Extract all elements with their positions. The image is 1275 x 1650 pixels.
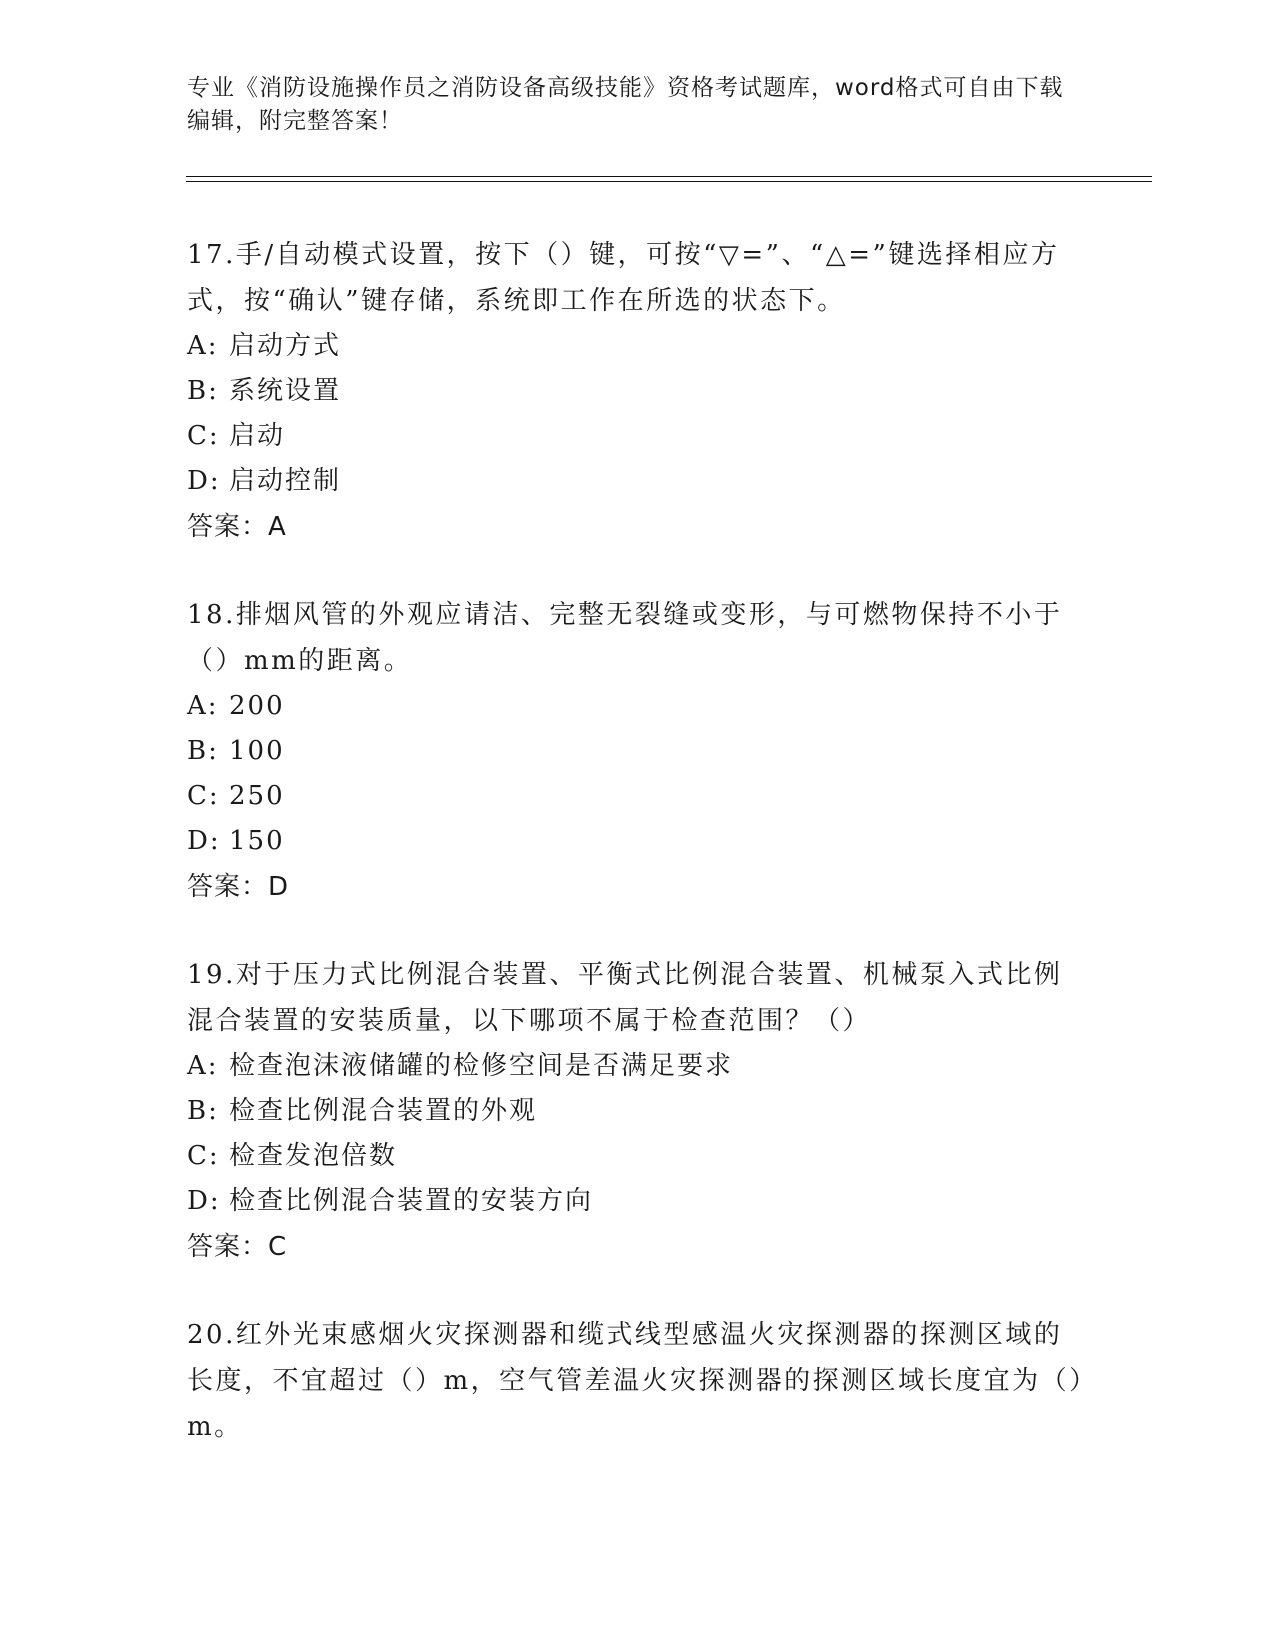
option-a (187, 324, 1087, 369)
option-b (187, 729, 1087, 774)
option-d (187, 1179, 1087, 1224)
option-c (187, 774, 1087, 819)
header-divider-top (186, 176, 1152, 177)
option-text: 检查比例混合装置的安装方向 (229, 1186, 594, 1216)
option-d (187, 459, 1087, 504)
option-key: C: (187, 781, 220, 811)
option-key: D: (187, 826, 221, 856)
option-text: 100 (229, 736, 285, 766)
option-c (187, 1134, 1087, 1179)
option-a (187, 684, 1087, 729)
option-text: 150 (229, 826, 285, 856)
question-stem: 18.排烟风管的外观应请洁、完整无裂缝或变形，与可燃物保持不小于（）mm的距离。 (187, 600, 1063, 676)
option-key: B: (187, 736, 219, 766)
question-18 (187, 592, 1087, 910)
option-key: A: (187, 331, 219, 361)
header-divider-bottom (186, 181, 1152, 182)
question-stem: 17.手/自动模式设置，按下（）键，可按“▽=”、“△=”键选择相应方式，按“确认”键存储，系统即工作在所选的状态下。 (187, 240, 1060, 316)
option-c (187, 414, 1087, 459)
option-d (187, 819, 1087, 864)
option-text: 启动方式 (229, 331, 342, 361)
header-text-part2: 格式可自由下载编辑，附完整答案！ (187, 75, 1064, 134)
option-a (187, 1044, 1087, 1089)
question-stem: 20.红外光束感烟火灾探测器和缆式线型感温火灾探测器的探测区域的长度，不宜超过（）m，空气管差温火灾探测器的探测区域长度宜为（）m。 (187, 1320, 1085, 1442)
option-key: C: (187, 1141, 220, 1171)
option-key: B: (187, 376, 219, 406)
option-key: D: (187, 466, 221, 496)
answer-line: 答案：A (187, 512, 287, 542)
option-b (187, 1089, 1087, 1134)
option-text: 250 (229, 781, 285, 811)
option-key: C: (187, 421, 220, 451)
answer-line: 答案：D (187, 872, 290, 902)
option-text: 启动控制 (229, 466, 342, 496)
header-text-part1: 专业《消防设施操作员之消防设备高级技能》资格考试题库， (187, 75, 835, 101)
option-text: 200 (229, 691, 285, 721)
option-text: 检查比例混合装置的外观 (229, 1096, 538, 1126)
option-text: 启动 (229, 421, 286, 451)
option-text: 检查泡沫液储罐的检修空间是否满足要求 (229, 1051, 734, 1081)
option-key: D: (187, 1186, 221, 1216)
question-19 (187, 952, 1087, 1270)
option-key: A: (187, 691, 219, 721)
option-key: A: (187, 1051, 219, 1081)
question-list (187, 232, 1087, 1492)
document-header (187, 72, 1067, 138)
option-text: 检查发泡倍数 (229, 1141, 398, 1171)
option-text: 系统设置 (229, 376, 342, 406)
option-key: B: (187, 1096, 219, 1126)
question-stem: 19.对于压力式比例混合装置、平衡式比例混合装置、机械泵入式比例混合装置的安装质量，以下哪项不属于检查范围？（） (187, 960, 1063, 1036)
header-text-latin: word (835, 75, 896, 101)
question-20 (187, 1312, 1087, 1450)
answer-line: 答案：C (187, 1232, 288, 1262)
option-b (187, 369, 1087, 414)
question-17 (187, 232, 1087, 550)
